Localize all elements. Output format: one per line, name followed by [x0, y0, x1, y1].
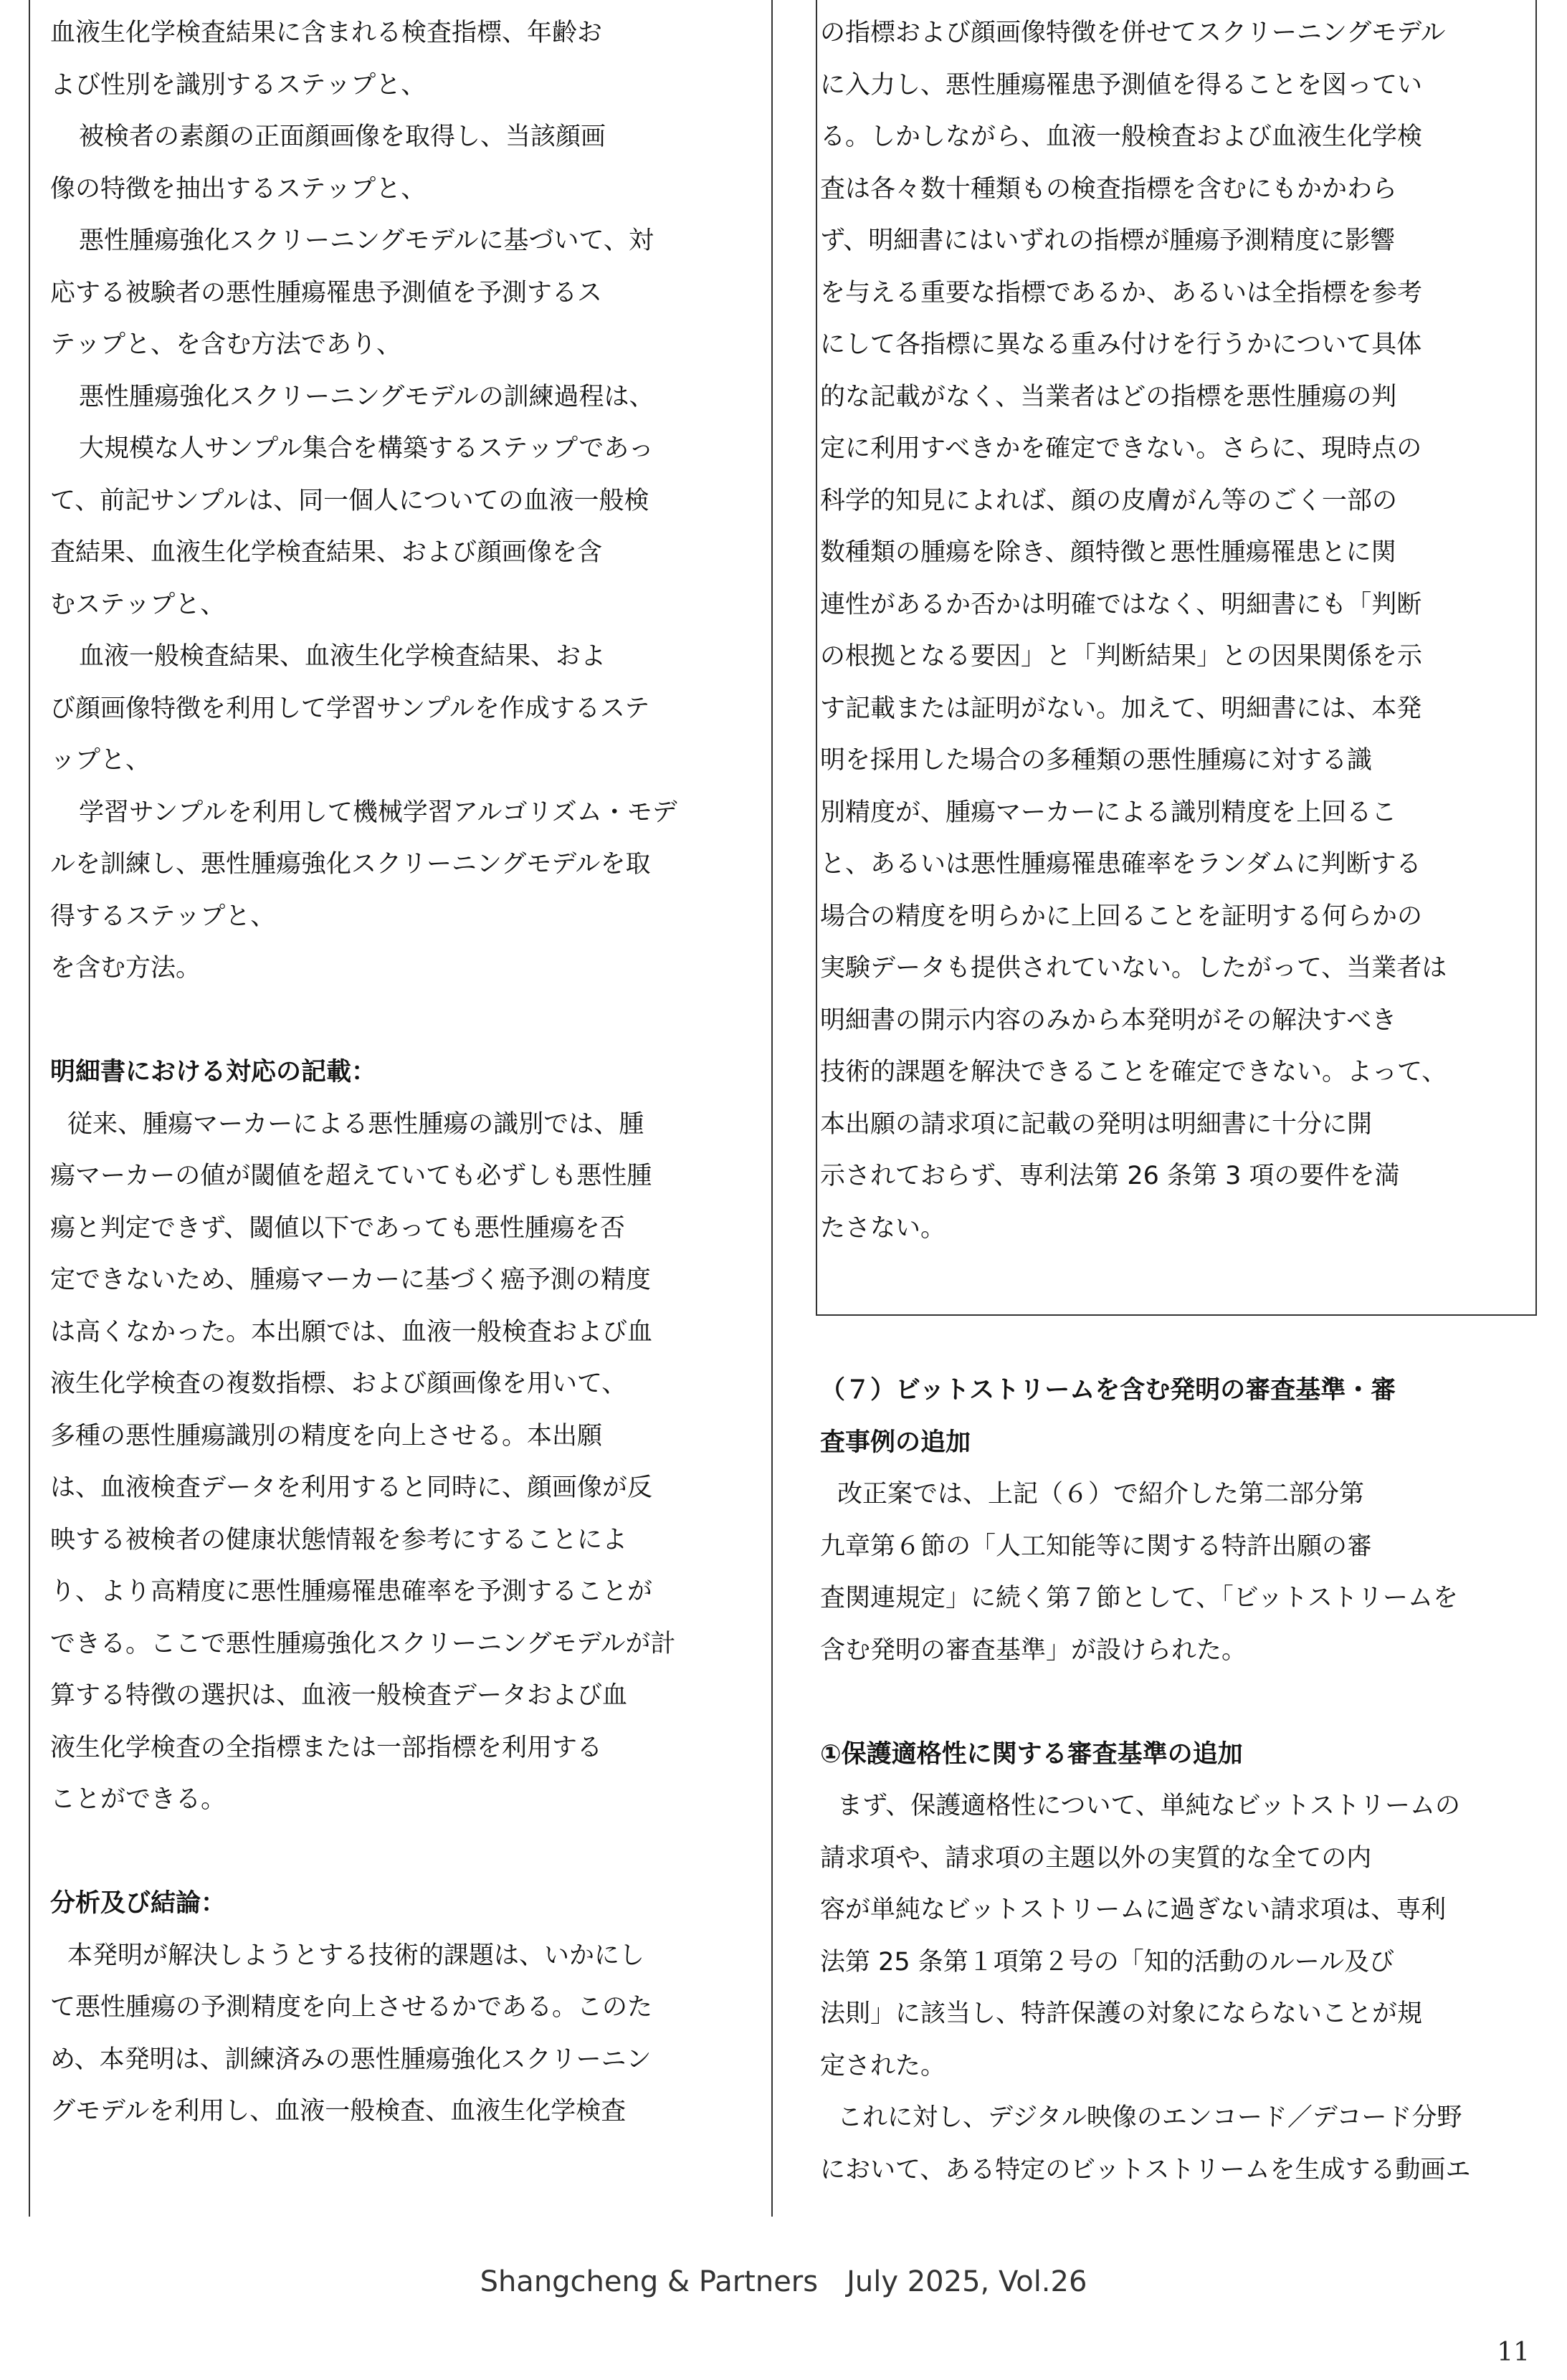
text-line: を与える重要な指標であるか、あるいは全指標を参考 [820, 278, 1423, 307]
text-line: 映する被検者の健康状態情報を参考にすることによ [50, 1525, 628, 1554]
text-line: て悪性腫瘍の予測精度を向上させるかである。このた [50, 1993, 653, 2022]
text-line: 得するステップと、 [50, 902, 276, 931]
text-line: 算する特徴の選択は、血液一般検査データおよび血 [50, 1681, 628, 1710]
section-heading: 査事例の追加 [820, 1428, 971, 1457]
text-line: 数種類の腫瘍を除き、顔特徴と悪性腫瘍罹患とに関 [820, 538, 1396, 567]
blank-line [50, 995, 760, 1047]
section-heading: （７）ビットストリームを含む発明の審査基準・審 [820, 1376, 1396, 1405]
text-line: 液生化学検査の全指標または一部指標を利用する [50, 1733, 603, 1762]
text-line: グモデルを利用し、血液一般検査、血液生化学検査 [50, 2097, 627, 2126]
text-line: むステップと、 [50, 590, 226, 619]
text-line: は高くなかった。本出願では、血液一般検査および血 [50, 1317, 653, 1347]
text-line: 本発明が解決しようとする技術的課題は、いかにし [67, 1941, 645, 1970]
text-line: り、より高精度に悪性腫瘍罹患確率を予測することが [50, 1577, 653, 1606]
text-line: 瘍と判定できず、閾値以下であっても悪性腫瘍を否 [50, 1213, 625, 1243]
text-line: 学習サンプルを利用して機械学習アルゴリズム・モデ [79, 798, 677, 827]
text-line: 血液一般検査結果、血液生化学検査結果、およ [79, 642, 606, 671]
text-line: す記載または証明がない。加えて、明細書には、本発 [820, 694, 1422, 723]
text-line: と、あるいは悪性腫瘍罹患確率をランダムに判断する [820, 850, 1421, 879]
text-line: に入力し、悪性腫瘍罹患予測値を得ることを図ってい [820, 70, 1423, 100]
text-line: の根拠となる要因」と「判断結果」との因果関係を示 [820, 642, 1423, 671]
text-line: ことができる。 [50, 1785, 227, 1814]
text-line: 容が単純なビットストリームに過ぎない請求項は、専利 [820, 1896, 1447, 1924]
text-line: 査関連規定」に続く第７節として、「ビットストリームを [820, 1584, 1459, 1612]
text-line: 科学的知見によれば、顔の皮膚がん等のごく一部の [820, 486, 1398, 515]
text-line: は、血液検査データを利用すると同時に、顔画像が反 [50, 1473, 653, 1502]
text-line: 含む発明の審査基準」が設けられた。 [820, 1635, 1247, 1665]
text-line: ップと、 [50, 746, 151, 775]
text-line: て、前記サンプルは、同一個人についての血液一般検 [50, 486, 649, 515]
section-heading: ①保護適格性に関する審査基準の追加 [820, 1739, 1243, 1769]
footer-publication: Shangcheng & Partners July 2025, Vol.26 [480, 2265, 1087, 2298]
blank-line [820, 1676, 1530, 1729]
text-line: る。しかしながら、血液一般検査および血液生化学検 [820, 123, 1423, 151]
text-line: 的な記載がなく、当業者はどの指標を悪性腫瘍の判 [820, 382, 1397, 411]
text-line: 査は各々数十種類もの検査指標を含むにもかかわら [820, 174, 1398, 204]
text-line: び顔画像特徴を利用して学習サンプルを作成するステ [50, 694, 650, 723]
text-line: 大規模な人サンプル集合を構築するステップであっ [79, 434, 654, 463]
text-line: 明細書の開示内容のみから本発明がその解決すべき [820, 1005, 1397, 1035]
text-line: にして各指標に異なる重み付けを行うかについて具体 [820, 330, 1422, 359]
text-line: 多種の悪性腫瘍識別の精度を向上させる。本出願 [50, 1421, 603, 1451]
text-line: 定に利用すべきかを確定できない。さらに、現時点の [820, 434, 1422, 463]
text-line: 液生化学検査の複数指標、および顔画像を用いて、 [50, 1370, 627, 1398]
text-line: 場合の精度を明らかに上回ることを証明する何らかの [820, 902, 1423, 931]
text-line: 悪性腫瘍強化スクリーニングモデルの訓練過程は、 [79, 382, 654, 411]
text-line: において、ある特定のビットストリームを生成する動画エ [820, 2155, 1471, 2184]
text-line: たさない。 [820, 1213, 946, 1243]
right-column-boxed-text [820, 7, 1530, 1254]
text-line: 応する被験者の悪性腫瘍罹患予測値を予測するス [50, 278, 603, 307]
text-line: 法則」に該当し、特許保護の対象にならないことが規 [820, 1999, 1423, 2028]
text-line: 示されておらず、専利法第 26 条第 3 項の要件を満 [820, 1162, 1400, 1190]
text-line: 悪性腫瘍強化スクリーニングモデルに基づいて、対 [79, 226, 654, 255]
text-line: できる。ここで悪性腫瘍強化スクリーニングモデルが計 [50, 1629, 676, 1658]
text-line: 連性があるか否かは明確ではなく、明細書にも「判断 [820, 590, 1422, 619]
text-line: 査結果、血液生化学検査結果、および顔画像を含 [50, 538, 603, 567]
text-line: 別精度が、腫瘍マーカーによる識別精度を上回るこ [820, 798, 1397, 827]
page-number: 11 [1497, 2338, 1530, 2367]
text-line: を含む方法。 [50, 954, 201, 983]
text-line: 定できないため、腫瘍マーカーに基づく癌予測の精度 [50, 1266, 651, 1294]
section-heading: 明細書における対応の記載： [50, 1058, 377, 1086]
text-line: 実験データも提供されていない。したがって、当業者は [820, 954, 1447, 983]
text-line: 法第 25 条第１項第２号の「知的活動のルール及び [820, 1947, 1395, 1977]
text-line: 定された。 [820, 2051, 946, 2080]
text-line: 九章第６節の「人工知能等に関する特許出願の審 [820, 1531, 1373, 1561]
text-line: 被検者の素顔の正面顔画像を取得し、当該顔画 [79, 123, 606, 151]
text-line: 従来、腫瘍マーカーによる悪性腫瘍の識別では、腫 [67, 1109, 644, 1139]
text-line: まず、保護適格性について、単純なビットストリームの [837, 1792, 1461, 1820]
text-line: 改正案では、上記（６）で紹介した第二部分第 [837, 1480, 1365, 1509]
text-line: 本出願の請求項に記載の発明は明細書に十分に開 [820, 1109, 1373, 1139]
section-heading: 分析及び結論： [50, 1889, 227, 1918]
text-line: め、本発明は、訓練済みの悪性腫瘍強化スクリーニン [50, 2045, 652, 2074]
text-line: テップと、を含む方法であり、 [50, 330, 402, 359]
text-line: 技術的課題を解決できることを確定できない。よって、 [820, 1058, 1447, 1086]
text-line: の指標および顔画像特徴を併せてスクリーニングモデル [820, 19, 1446, 47]
left-column [50, 7, 760, 2138]
text-line: これに対し、デジタル映像のエンコード／デコード分野 [837, 2103, 1462, 2132]
text-line: よび性別を識別するステップと、 [50, 70, 427, 100]
text-line: 瘍マーカーの値が閾値を超えていても必ずしも悪性腫 [50, 1162, 652, 1190]
text-line: ルを訓練し、悪性腫瘍強化スクリーニングモデルを取 [50, 850, 651, 879]
text-line: 明を採用した場合の多種類の悪性腫瘍に対する識 [820, 746, 1373, 775]
text-line: 請求項や、請求項の主題以外の実質的な全ての内 [820, 1843, 1372, 1873]
right-column-section [820, 1365, 1530, 2196]
text-line: ず、明細書にはいずれの指標が腫瘍予測精度に影響 [820, 226, 1396, 255]
text-line: 血液生化学検査結果に含まれる検査指標、年齢お [50, 19, 603, 47]
blank-line [50, 1826, 760, 1878]
text-line: 像の特徴を抽出するステップと、 [50, 174, 427, 204]
